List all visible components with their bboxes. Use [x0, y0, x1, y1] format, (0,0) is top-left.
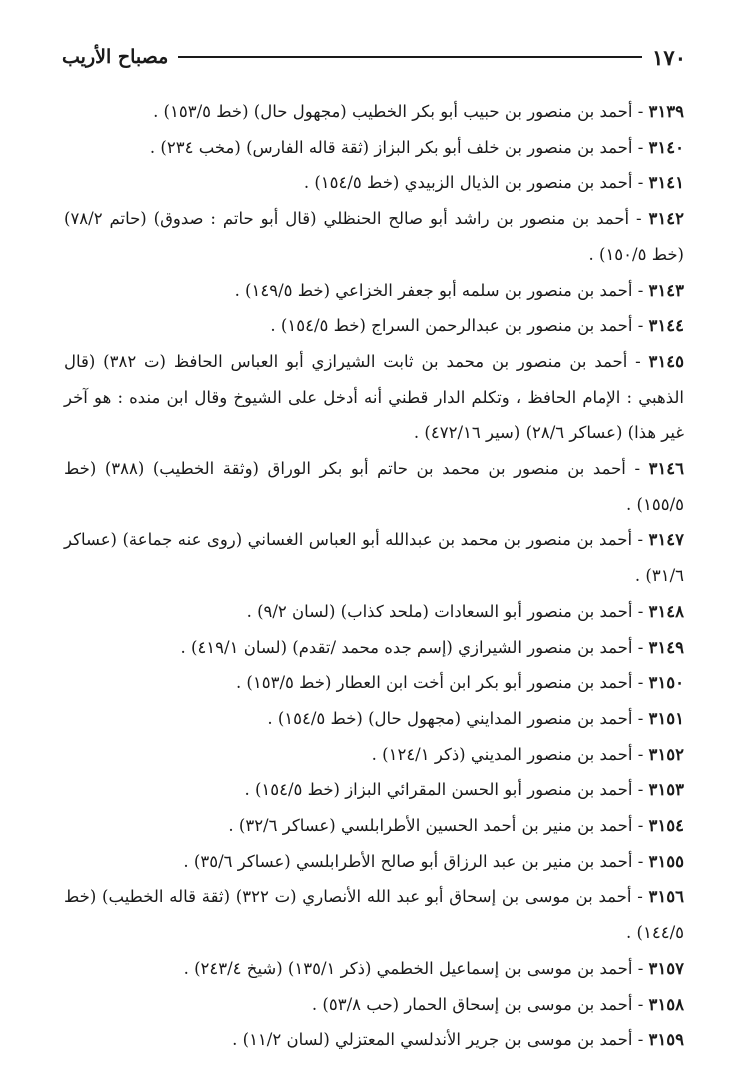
- list-item: [64, 879, 684, 950]
- entry-number: ٣١٤٥: [648, 351, 684, 371]
- entry-dash: -: [632, 530, 649, 550]
- entry-dash: -: [632, 673, 649, 693]
- entry-text: أحمد بن منصور الشيرازي (إسم جده محمد /تقدم) (لسان ٤١٩/١) .: [180, 637, 633, 657]
- entry-number: ٣١٤٨: [648, 601, 684, 621]
- entry-dash: -: [629, 209, 649, 229]
- entry-number: ٣١٥٣: [648, 780, 684, 800]
- entry-list: [64, 94, 684, 1058]
- list-item: [64, 844, 684, 880]
- entry-dash: -: [631, 887, 649, 907]
- list-item: [64, 344, 684, 451]
- entry-number: ٣١٥٥: [648, 851, 684, 871]
- entry-text: أحمد بن منصور بن عبدالرحمن السراج (خط ١٥٤/٥) .: [270, 316, 633, 336]
- list-item: [64, 701, 684, 737]
- entry-number: ٣١٤٣: [648, 280, 684, 300]
- entry-text: أحمد بن منصور بن راشد أبو صالح الحنظلي (قال أبو حاتم : صدوق) (حاتم ٧٨/٢) (خط ١٥٠/٥) .: [64, 209, 684, 264]
- entry-number: ٣١٥٦: [648, 887, 684, 907]
- entry-dash: -: [632, 280, 649, 300]
- entry-text: أحمد بن منصور بن حبيب أبو بكر الخطيب (مجهول حال) (خط ١٥٣/٥) .: [153, 102, 633, 121]
- entry-dash: -: [632, 994, 649, 1014]
- entry-dash: -: [632, 1030, 649, 1050]
- entry-number: ٣١٥٢: [648, 744, 684, 764]
- entry-text: أحمد بن منصور بن محمد بن ثابت الشيرازي أبو العباس الحافظ (ت ٣٨٢) (قال الذهبي : الإمام الحافظ ، وتكلم الدار قطني أنه أدخل على الشيوخ وقال ابن منده : هو آخر غير هذا) (عساكر ٢٨/٦) (سير ٤٧٢/١٦) .: [64, 351, 684, 443]
- entry-number: ٣١٥٠: [648, 673, 684, 693]
- entry-dash: -: [632, 601, 649, 621]
- entry-text: أحمد بن منير بن عبد الرزاق أبو صالح الأطرابلسي (عساكر ٣٥/٦) .: [183, 851, 633, 871]
- entry-dash: -: [632, 316, 649, 336]
- entry-dash: -: [632, 637, 649, 657]
- entry-text: أحمد بن منصور أبو الحسن المقرائي البزاز (خط ١٥٤/٥) .: [244, 780, 633, 800]
- list-item: [64, 94, 684, 130]
- entry-number: ٣١٤١: [648, 173, 684, 193]
- list-item: [64, 630, 684, 666]
- entry-text: أحمد بن منصور بن محمد بن حاتم أبو بكر الوراق (وثقة الخطيب) (٣٨٨) (خط ١٥٥/٥) .: [64, 459, 684, 514]
- list-item: [64, 165, 684, 201]
- entry-number: ٣١٥٨: [648, 994, 684, 1014]
- list-item: [64, 808, 684, 844]
- entry-text: أحمد بن منصور المديني (ذكر ١٢٤/١) .: [371, 744, 633, 764]
- entry-text: أحمد بن منصور بن محمد بن عبدالله أبو العباس الغساني (روى عنه جماعة) (عساكر ٣١/٦) .: [64, 530, 684, 586]
- list-item: [64, 951, 684, 987]
- list-item: [64, 130, 684, 166]
- list-item: [64, 522, 684, 593]
- entry-dash: -: [632, 137, 649, 157]
- entry-number: ٣١٥١: [648, 708, 684, 728]
- entry-text: أحمد بن منصور بن سلمه أبو جعفر الخزاعي (خط ١٤٩/٥) .: [234, 280, 633, 300]
- entry-text: أحمد بن موسى بن جرير الأندلسي المعتزلي (لسان ١١/٢) .: [232, 1030, 633, 1050]
- list-item: [64, 737, 684, 773]
- entry-number: ٣١٤٦: [648, 459, 685, 479]
- entry-text: أحمد بن منصور أبو بكر ابن أخت ابن العطار (خط ١٥٣/٥) .: [235, 673, 633, 693]
- page-header: [62, 40, 686, 74]
- list-item: [64, 451, 684, 522]
- entry-dash: -: [632, 780, 649, 800]
- list-item: [64, 1022, 684, 1058]
- entry-number: ٣١٤٩: [648, 637, 684, 657]
- list-item: [64, 665, 684, 701]
- entry-text: أحمد بن منصور أبو السعادات (ملحد كذاب) (لسان ٩/٢) .: [246, 601, 633, 621]
- entry-text: أحمد بن منير بن أحمد الحسين الأطرابلسي (عساكر ٣٢/٦) .: [228, 816, 633, 836]
- entry-text: أحمد بن موسى بن إسحاق الحمار (حب ٥٣/٨) .: [311, 994, 633, 1014]
- entry-dash: -: [632, 102, 649, 121]
- header-rule: [178, 56, 642, 58]
- entry-number: ٣١٤٧: [648, 530, 684, 550]
- entry-dash: -: [625, 459, 649, 479]
- entry-dash: -: [632, 708, 649, 728]
- entry-dash: -: [632, 851, 649, 871]
- entry-number: ٣١٥٧: [648, 958, 684, 978]
- list-item: [64, 308, 684, 344]
- list-item: [64, 772, 684, 808]
- entry-text: أحمد بن منصور المدايني (مجهول حال) (خط ١٥٤/٥) .: [267, 708, 633, 728]
- entry-dash: -: [632, 816, 649, 836]
- entry-text: أحمد بن موسى بن إسماعيل الخطمي (ذكر ١٣٥/١) (شيخ ٢٤٣/٤) .: [183, 958, 633, 978]
- entry-text: أحمد بن منصور بن خلف أبو بكر البزاز (ثقة قاله الفارس) (مخب ٢٣٤) .: [149, 137, 633, 157]
- list-item: [64, 594, 684, 630]
- book-title: مصباح الأريب: [62, 46, 169, 68]
- page-number: ١٧٠: [652, 44, 686, 70]
- entry-number: ٣١٥٩: [648, 1030, 684, 1050]
- entry-dash: -: [627, 351, 649, 371]
- list-item: [64, 987, 684, 1023]
- entry-dash: -: [632, 958, 649, 978]
- entry-number: ٣١٤٤: [648, 316, 684, 336]
- entry-dash: -: [632, 744, 649, 764]
- entry-number: ٣١٣٩: [648, 102, 684, 121]
- entry-number: ٣١٤٢: [648, 209, 684, 229]
- list-item: [64, 201, 684, 272]
- entry-text: أحمد بن موسى بن إسحاق أبو عبد الله الأنصاري (ت ٣٢٢) (ثقة قاله الخطيب) (خط ١٤٤/٥) .: [64, 887, 684, 943]
- entry-number: ٣١٤٠: [648, 137, 684, 157]
- entry-number: ٣١٥٤: [648, 816, 684, 836]
- entry-text: أحمد بن منصور بن الذيال الزبيدي (خط ١٥٤/٥) .: [303, 173, 633, 193]
- entry-dash: -: [632, 173, 649, 193]
- list-item: [64, 273, 684, 309]
